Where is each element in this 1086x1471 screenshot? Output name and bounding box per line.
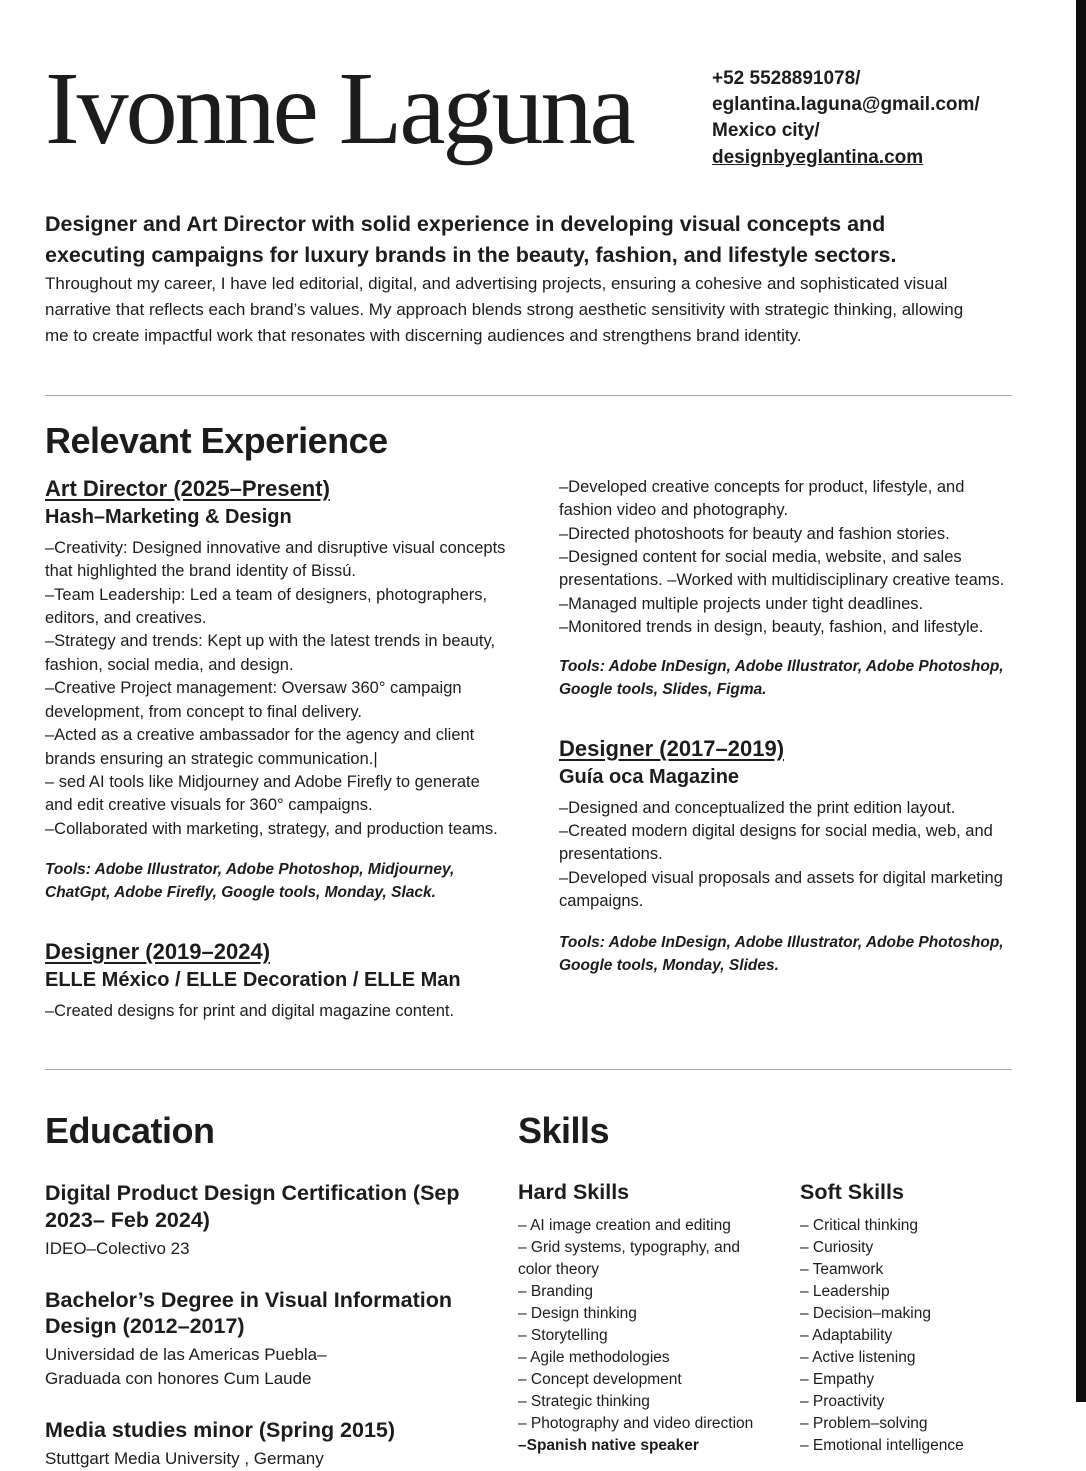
experience-column-right bbox=[559, 476, 1012, 1024]
job-bullet: –Managed multiple projects under tight deadlines. bbox=[559, 594, 924, 613]
skill-item: – Decision–making bbox=[800, 1305, 931, 1323]
contact-location: Mexico city/ bbox=[712, 120, 820, 142]
skill-item: – Problem–solving bbox=[800, 1415, 928, 1433]
job-bullet: –Designed content for social media, website, and sales presentations. –Worked with multidisciplinary creative teams. bbox=[559, 547, 1005, 590]
education-title: Bachelor’s Degree in Visual Information Design (2012–2017) bbox=[45, 1287, 453, 1338]
job-bullet: –Creativity: Designed innovative and disruptive visual concepts that highlighted the brand identity of Bissú. bbox=[45, 538, 506, 581]
education-title: Digital Product Design Certification (Sep 2023– Feb 2024) bbox=[45, 1181, 460, 1232]
job-bullet: –Collaborated with marketing, strategy, and production teams. bbox=[45, 819, 498, 838]
skill-item: – Agile methodologies bbox=[518, 1349, 670, 1367]
job-title: Designer (2019–2024) bbox=[45, 939, 271, 965]
skill-item-highlight: –Spanish native speaker bbox=[518, 1437, 699, 1455]
job-bullet: –Directed photoshoots for beauty and fashion stories. bbox=[559, 524, 950, 543]
skill-item: – Storytelling bbox=[518, 1327, 608, 1345]
job-bullet: –Developed visual proposals and assets for digital marketing campaigns. bbox=[559, 868, 1003, 911]
education-item bbox=[45, 1417, 518, 1471]
job-bullet: –Acted as a creative ambassador for the agency and client brands ensuring an strategic communication.| bbox=[45, 726, 475, 768]
job-company: Guía oca Magazine bbox=[559, 765, 740, 788]
job-tools: Tools: Adobe Illustrator, Adobe Photoshop, Midjourney, ChatGpt, Adobe Firefly, Google tools, Monday, Slack. bbox=[45, 861, 455, 902]
divider-top bbox=[45, 395, 1012, 396]
bottom-section bbox=[45, 1110, 1012, 1470]
skill-item: – Curiosity bbox=[800, 1239, 874, 1257]
skill-item: – Strategic thinking bbox=[518, 1393, 650, 1411]
education-school: Universidad de las Americas Puebla– Graduada con honores Cum Laude bbox=[45, 1345, 327, 1388]
education-section bbox=[45, 1110, 518, 1470]
job-company: ELLE México / ELLE Decoration / ELLE Man bbox=[45, 969, 461, 992]
skill-item: – AI image creation and editing bbox=[518, 1217, 731, 1235]
experience-heading: Relevant Experience bbox=[45, 419, 388, 461]
skill-item: – Proactivity bbox=[800, 1393, 885, 1411]
job-bullet: – sed AI tools like Midjourney and Adobe Firefly to generate and edit creative visuals for 360° campaigns. bbox=[45, 772, 480, 815]
skills-columns bbox=[518, 1180, 1012, 1457]
skill-item: – Photography and video direction bbox=[518, 1415, 754, 1433]
experience-columns bbox=[45, 476, 1012, 1024]
job-art-director bbox=[45, 476, 507, 905]
skill-item: – Critical thinking bbox=[800, 1217, 919, 1235]
skill-item: – Emotional intelligence bbox=[800, 1437, 964, 1455]
job-bullet: –Developed creative concepts for product, lifestyle, and fashion video and photography. bbox=[559, 477, 965, 520]
hard-skills-group bbox=[518, 1180, 772, 1457]
divider-bottom bbox=[45, 1069, 1012, 1070]
skill-item: – Concept development bbox=[518, 1371, 682, 1389]
job-designer-elle bbox=[45, 939, 507, 1023]
job-tools: Tools: Adobe InDesign, Adobe Illustrator, Adobe Photoshop, Google tools, Slides, Figma. bbox=[559, 657, 1004, 698]
contact-block bbox=[712, 56, 1012, 171]
skills-heading: Skills bbox=[518, 1110, 610, 1152]
hard-skills-title: Hard Skills bbox=[518, 1180, 630, 1205]
job-designer-guia bbox=[559, 736, 1012, 978]
job-bullet: –Created modern digital designs for social media, web, and presentations. bbox=[559, 821, 993, 864]
job-company: Hash–Marketing & Design bbox=[45, 505, 292, 528]
skill-item: – Teamwork bbox=[800, 1261, 884, 1279]
job-title: Art Director (2025–Present) bbox=[45, 475, 330, 501]
education-school: IDEO–Colectivo 23 bbox=[45, 1238, 190, 1258]
contact-phone: +52 5528891078/ bbox=[712, 68, 861, 89]
skill-item: – Grid systems, typography, and color theory bbox=[518, 1239, 740, 1279]
soft-skills-title: Soft Skills bbox=[800, 1180, 904, 1205]
job-bullet: –Created designs for print and digital magazine content. bbox=[45, 1002, 455, 1021]
skill-item: – Branding bbox=[518, 1283, 593, 1301]
summary-body: Throughout my career, I have led editorial, digital, and advertising projects, ensuring a cohesive and sophisticated visual narrative that reflects each brand’s values. My approach blends strong aesthetic sensitivity with strategic thinking, allowing me to create impactful work that resonates with discerning audiences and strengthens brand identity. bbox=[45, 274, 964, 345]
job-tools: Tools: Adobe InDesign, Adobe Illustrator, Adobe Photoshop, Google tools, Monday, Slides. bbox=[559, 933, 1004, 974]
header bbox=[45, 51, 1012, 171]
profile-summary bbox=[45, 209, 985, 349]
skill-item: – Empathy bbox=[800, 1371, 875, 1389]
website-link[interactable]: designbyeglantina.com bbox=[712, 146, 924, 168]
job-bullet: –Creative Project management: Oversaw 360° campaign development, from concept to final delivery. bbox=[45, 679, 462, 721]
skill-item: – Design thinking bbox=[518, 1305, 637, 1323]
skills-section bbox=[518, 1110, 1012, 1470]
job-bullet: –Strategy and trends: Kept up with the latest trends in beauty, fashion, social media, and design. bbox=[45, 632, 496, 674]
education-title: Media studies minor (Spring 2015) bbox=[45, 1417, 396, 1442]
skill-item: – Active listening bbox=[800, 1349, 916, 1367]
summary-lead: Designer and Art Director with solid experience in developing visual concepts and executing campaigns for luxury brands in the beauty, fashion, and lifestyle sectors. bbox=[45, 211, 897, 268]
contact-email: eglantina.laguna@gmail.com/ bbox=[712, 94, 980, 116]
job-bullet: –Designed and conceptualized the print edition layout. bbox=[559, 798, 956, 817]
experience-section bbox=[45, 420, 1012, 1024]
job-title: Designer (2017–2019) bbox=[559, 735, 785, 761]
soft-skills-group bbox=[800, 1180, 1012, 1457]
job-bullet: –Team Leadership: Led a team of designers, photographers, editors, and creatives. bbox=[45, 585, 488, 627]
skill-item: – Adaptability bbox=[800, 1327, 893, 1345]
experience-column-left bbox=[45, 476, 507, 1024]
page-edge-strip bbox=[1076, 0, 1086, 1402]
skill-item: – Leadership bbox=[800, 1283, 890, 1301]
education-item bbox=[45, 1180, 518, 1260]
job-bullet: –Monitored trends in design, beauty, fashion, and lifestyle. bbox=[559, 618, 984, 637]
education-school: Stuttgart Media University , Germany bbox=[45, 1448, 324, 1468]
education-item bbox=[45, 1287, 518, 1391]
person-name: Ivonne Laguna bbox=[45, 51, 633, 166]
education-heading: Education bbox=[45, 1110, 215, 1152]
